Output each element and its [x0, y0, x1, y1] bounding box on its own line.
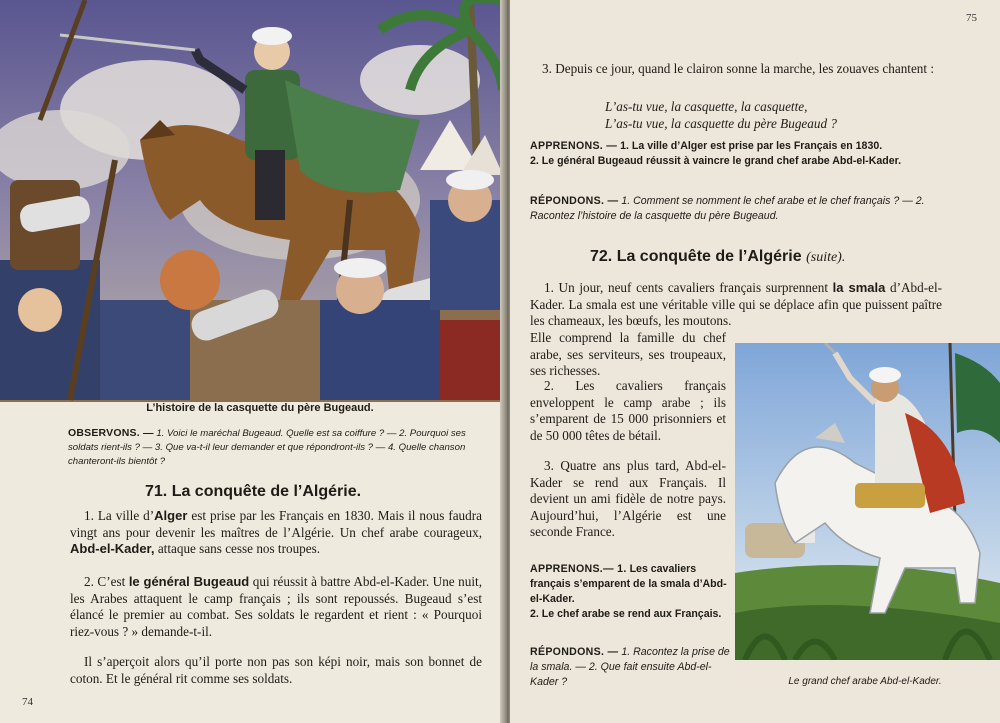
- lesson-71-paragraph-1: 1. La ville d’Alger est prise par les Français en 1830. Mais il nous faudra vingt ans pour devenir les maîtres de l’Algérie. Un chef arabe courageux, Abd-el-Kader, attaque sans cesse nos troupes.: [70, 508, 482, 556]
- bugeaud-battle-illustration: [0, 0, 503, 402]
- illustration-caption: L’histoire de la casquette du père Bugeaud.: [146, 402, 374, 414]
- repondons-71: RÉPONDONS. — 1. Comment se nomment le chef arabe et le chef français ? — 2. Racontez l’histoire de la casquette du père Bugeaud.: [530, 195, 925, 222]
- lesson-72-paragraph-1-continued: Elle comprend la famille du chef arabe, ses serviteurs, ses troupeaux, ses richesses.: [530, 330, 726, 378]
- song-line-2: L’as-tu vue, la casquette du père Bugeaud ?: [605, 116, 837, 131]
- repondons-72: RÉPONDONS. — 1. Racontez la prise de la smala. — 2. Que fait ensuite Abd-el-Kader ?: [530, 646, 730, 688]
- page-number-right: 75: [966, 12, 977, 24]
- observons-text: 1. Voici le maréchal Bugeaud. Quelle est sa coiffure ? — 2. Pourquoi ses soldats rient-ils ? — 3. Que va-t-il leur demander et que répondront-ils ? — 4. Quelle chanson chanteront-ils bientôt ?: [68, 428, 466, 467]
- lesson-71-paragraph-2: 2. C’est le général Bugeaud qui réussit à battre Abd-el-Kader. Une nuit, les Arabes attaquent le camp français ; ils sont repoussés. Bugeaud s’est élancé le premier au combat. Ses soldats le regardent et rient : « Pourquoi riez-vous ? » demande-t-il.: [70, 574, 482, 639]
- page-number-left: 74: [22, 696, 33, 708]
- apprenons-71: APPRENONS. — 1. La ville d’Alger est prise par les Français en 1830. 2. Le général Bugeaud réussit à vaincre le grand chef arabe Abd-el-Kader.: [530, 140, 902, 167]
- lesson-72-paragraph-2: 2. Les cavaliers français enveloppent le camp arabe ; ils s’emparent de 15 000 prisonniers et de 50 000 têtes de bétail.: [530, 378, 726, 443]
- lesson-71-title: 71. La conquête de l’Algérie.: [145, 483, 362, 500]
- lesson-72-title: 72. La conquête de l’Algérie (suite).: [590, 248, 846, 265]
- lesson-72-paragraph-3: 3. Quatre ans plus tard, Abd-el-Kader se rend aux Français. Il devient un ami fidèle de notre pays. Aujourd’hui, l’Algérie est une seconde France.: [530, 458, 726, 539]
- abd-el-kader-caption: Le grand chef arabe Abd-el-Kader.: [788, 676, 942, 687]
- observons-lead: OBSERVONS. —: [68, 427, 154, 439]
- lesson-71-paragraph-3: Il s’aperçoit alors qu’il porte non pas son képi noir, mais son bonnet de coton. Et le général rit comme ses soldats.: [70, 654, 482, 686]
- lesson-72-paragraph-1: 1. Un jour, neuf cents cavaliers français surprennent la smala d’Abd-el-Kader. La smala est une véritable ville qui se déplace afin que puissent paître les chameaux, les bœufs, les moutons.: [530, 280, 942, 328]
- lesson-71-paragraph-3-continued: 3. Depuis ce jour, quand le clairon sonne la marche, les zouaves chantent :: [542, 61, 935, 76]
- song-line-1: L’as-tu vue, la casquette, la casquette,: [605, 99, 808, 114]
- observons-questions: [68, 426, 488, 469]
- abd-el-kader-illustration: [735, 343, 1000, 660]
- zouave-song: [605, 98, 905, 132]
- apprenons-72: APPRENONS.— 1. Les cavaliers français s’emparent de la smala d’Abd-el-Kader. 2. Le chef arabe se rend aux Français.: [530, 563, 727, 620]
